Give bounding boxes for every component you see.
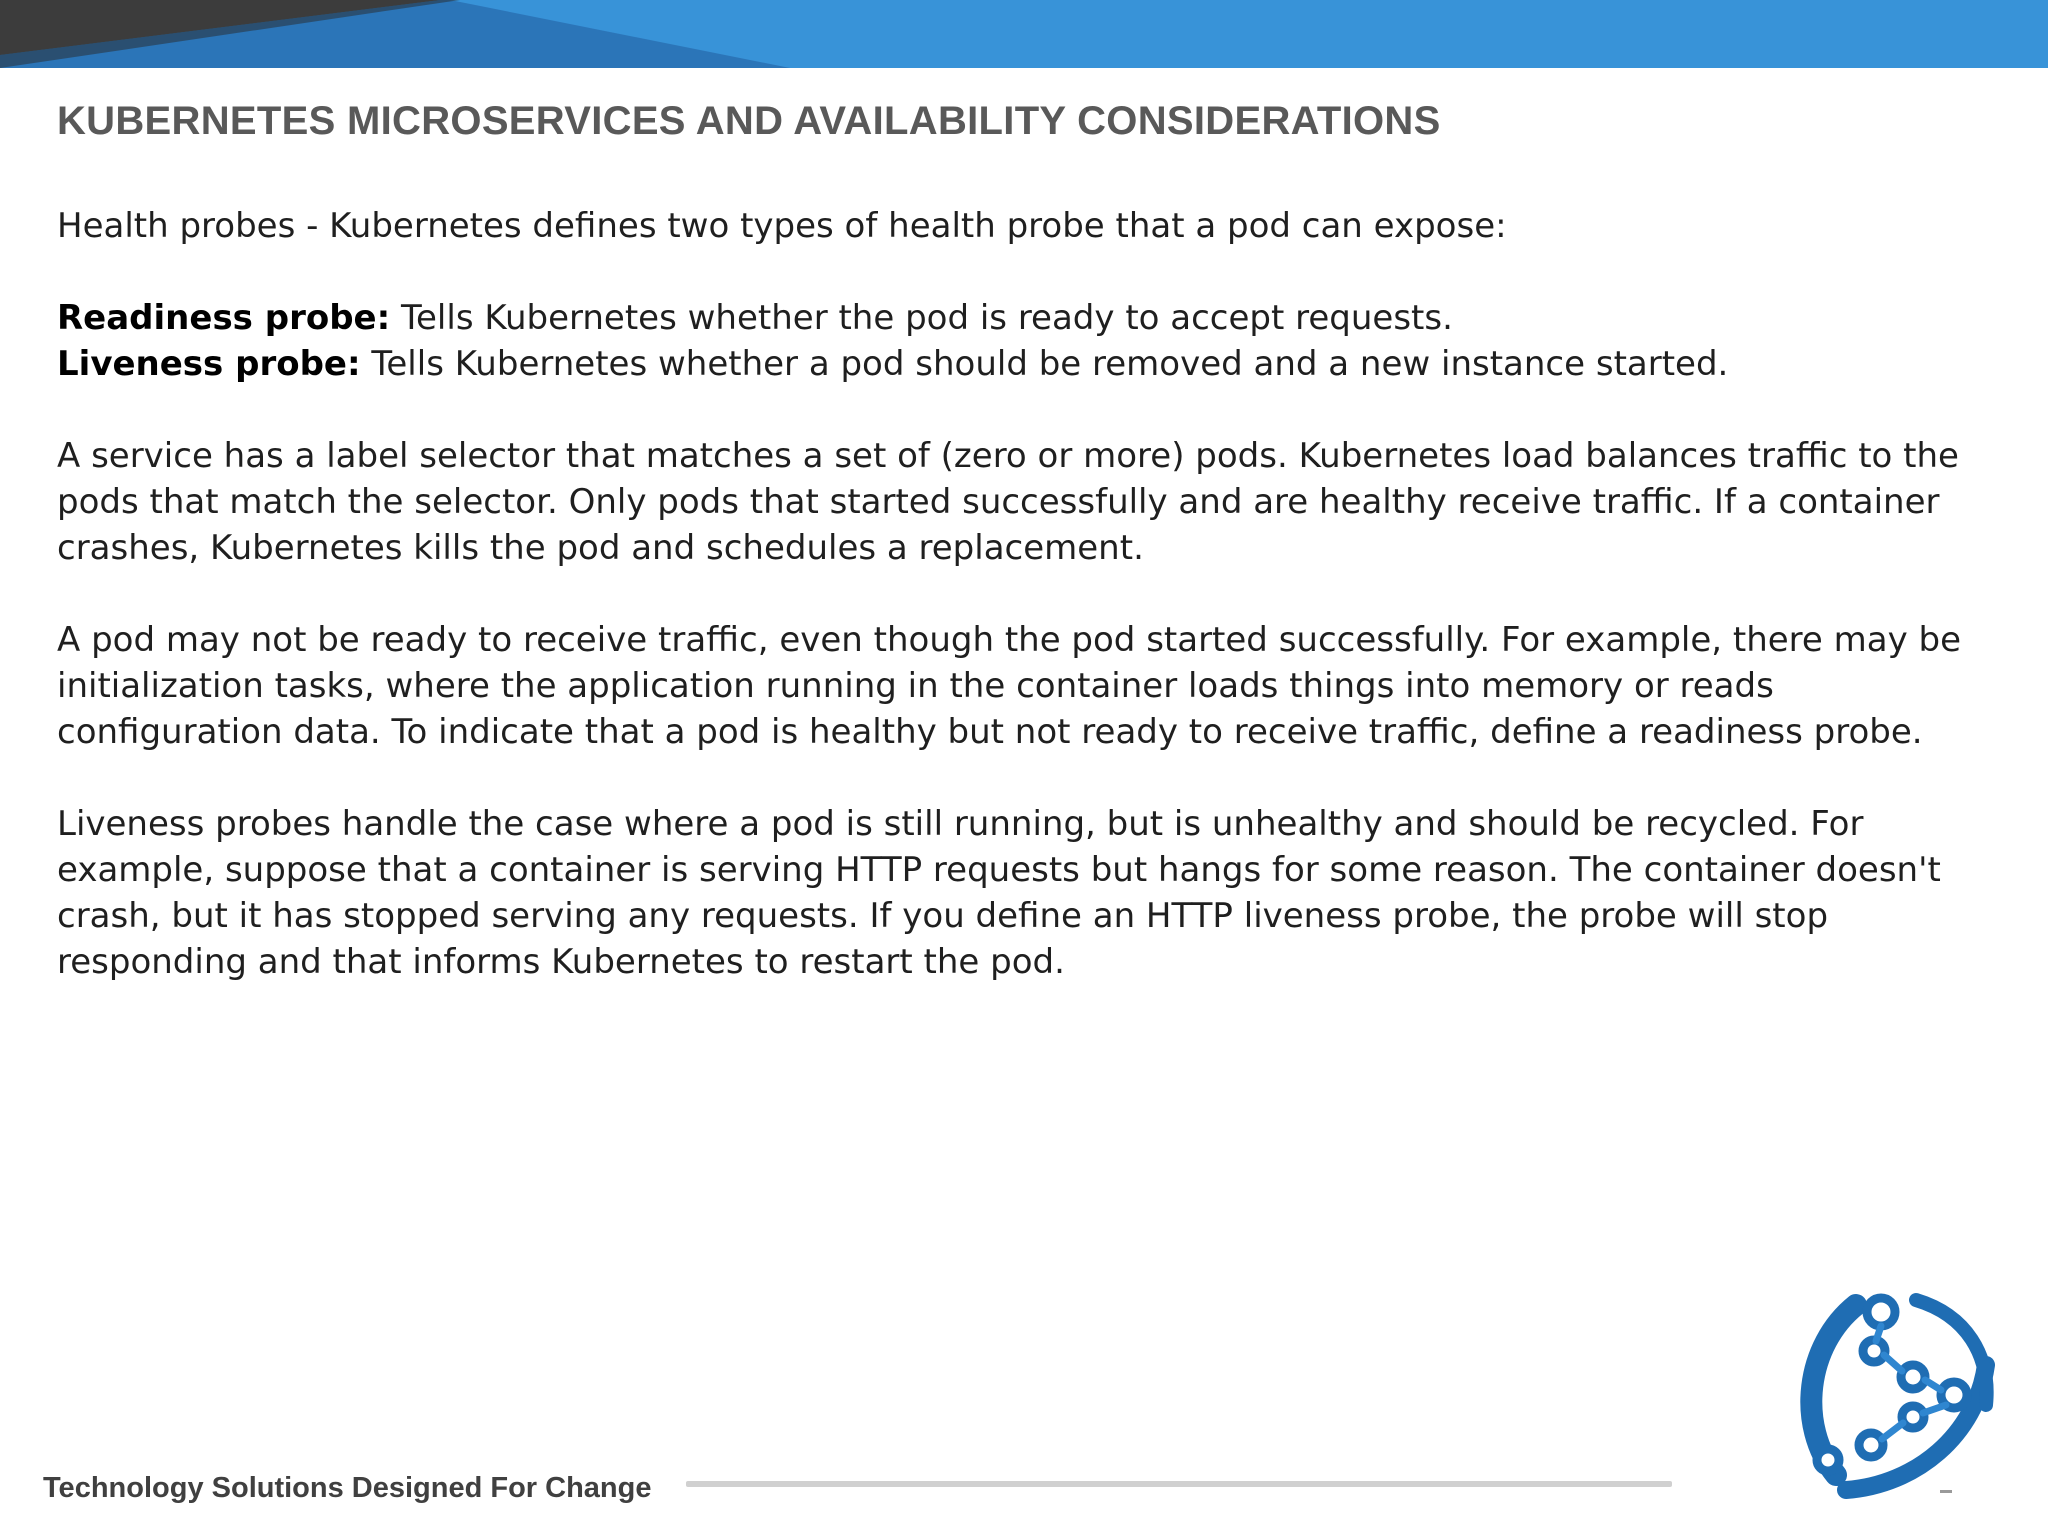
liveness-probe-item [57,341,1997,387]
readiness-probe-text: Tells Kubernetes whether the pod is ready to accept requests. [390,298,1453,338]
footer-tagline: Technology Solutions Designed For Change [43,1472,652,1504]
readiness-probe-item [57,295,1997,341]
page-marker [1940,1490,1952,1493]
service-paragraph: A service has a label selector that matches a set of (zero or more) pods. Kubernetes load balances traffic to the pods that match the selector. Only pods that started successfully and are healthy receive traffic. If a container crashes, Kubernetes kills the pod and schedules a replacement. [57,436,1959,568]
readiness-paragraph: A pod may not be ready to receive traffic, even though the pod started successfully. For example, there may be initialization tasks, where the application running in the container loads things into memory or reads configuration data. To indicate that a pod is healthy but not ready to receive traffic, define a readiness probe. [57,620,1962,752]
slide-content [57,203,1997,1031]
liveness-paragraph: Liveness probes handle the case where a pod is still running, but is unhealthy and should be recycled. For example, suppose that a container is serving HTTP requests but hangs for some reason. The container doesn't crash, but it has stopped serving any requests. If you define an HTTP liveness probe, the probe will stop responding and that informs Kubernetes to restart the pod. [57,804,1941,982]
footer-divider [686,1481,1672,1487]
liveness-probe-text: Tells Kubernetes whether a pod should be removed and a new instance started. [360,344,1729,384]
liveness-probe-term: Liveness probe: [57,344,361,384]
company-logo-icon [1786,1285,2002,1501]
intro-paragraph: Health probes - Kubernetes defines two types of health probe that a pod can expose: [57,206,1507,246]
readiness-probe-term: Readiness probe: [57,298,391,338]
slide-title: KUBERNETES MICROSERVICES AND AVAILABILITY CONSIDERATIONS [57,99,1441,143]
top-banner [0,0,2048,68]
